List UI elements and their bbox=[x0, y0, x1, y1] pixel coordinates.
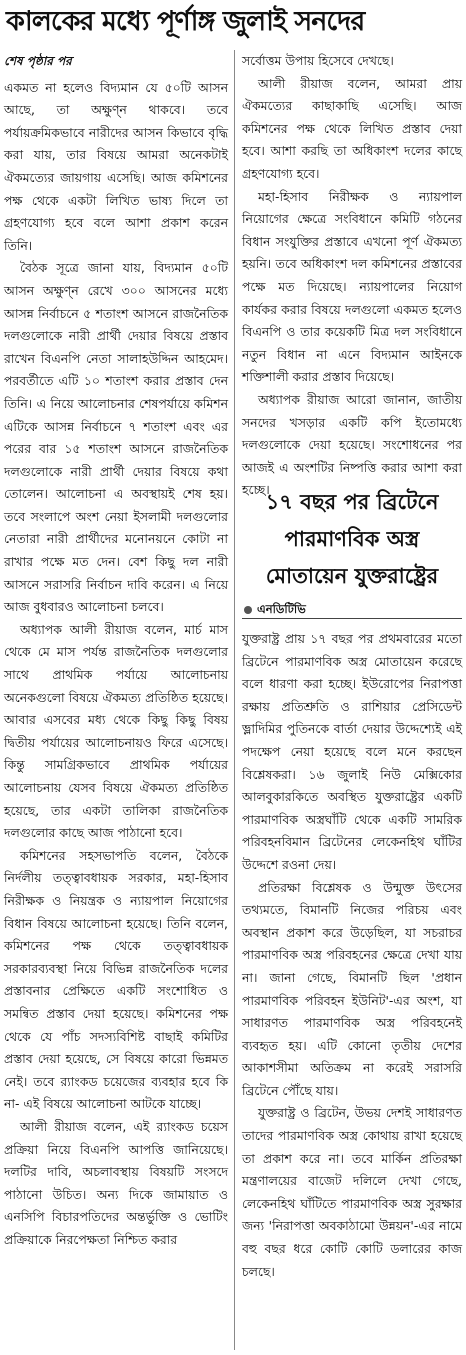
right-column-top bbox=[242, 50, 462, 498]
paragraph: আলী রীয়াজ বলেন, আমরা প্রায় ঐকমত্যের কাছাকাছি এসেছি। আজ কমিশনের পক্ষ থেকে লিখিত প্রস্তাব দেয়া হবে। আশা করছি তা অধিকাংশ দলের কাছে গ্রহণযোগ্য হবে। bbox=[242, 75, 462, 181]
second-headline: ১৭ বছর পর ব্রিটেনে পারমাণবিক অস্ত্র মোতায়েন যুক্তরাষ্ট্রের bbox=[265, 490, 439, 588]
bullet-icon bbox=[244, 606, 252, 614]
paragraph: সর্বোত্তম উপায় হিসেবে দেখছে। bbox=[242, 53, 394, 68]
byline-rule bbox=[242, 618, 462, 619]
paragraph: বৈঠক সূত্রে জানা যায়, বিদ্যমান ৫০টি আসন অক্ষুণ্ন রেখে ৩০০ আসনের মধ্যে আসন্ন নির্বাচনে ৫ শতাংশ আসনে রাজনৈতিক দলগুলোকে নারী প্রার্থী দেয়ার বিষয়ে প্রস্তাব রাখেন বিএনপি নেতা সালাহউদ্দিন আহমেদ। পরবর্তীতে এটি ১০ শতাংশ করার প্রস্তাব দেন তিনি। এ নিয়ে আলোচনার শেষপর্যায়ে কমিশন এটিকে আসন্ন নির্বাচনে ৭ শতাংশ এবং এর পরের বার ১৫ শতাংশ আসনে রাজনৈতিক দলগুলোকে নারী প্রার্থী দেয়ার বিষয়ে কথা তোলেন। আলোচনা এ অবস্থায়ই শেষ হয়। তবে সংলাপে অংশ নেয়া ইসলামী দলগুলোর নেতারা নারী প্রার্থীদের মনোনয়নে কোটা না রাখার পক্ষে মত দেন। বেশ কিছু দল নারী আসনে সরাসরি নির্বাচন দাবি করেন। এ নিয়ে আজ বুধবারও আলোচনা চলবে। bbox=[4, 260, 228, 615]
paragraph: যুক্তরাষ্ট্র প্রায় ১৭ বছর পর প্রথমবারের মতো ব্রিটেনে পারমাণবিক অস্ত্র মোতায়েন করেছে বলে ধারণা করা হচ্ছে। ইউরোপের নিরাপত্তা রক্ষায় প্রতিশ্রুতি ও রাশিয়ার প্রেসিডেন্ট ভ্লাদিমির পুতিনকে বার্তা দেয়ার উদ্দেশ্যেই এই পদক্ষেপ নেয়া হয়েছে বলে মনে করছেন বিশ্লেষকরা। ১৬ জুলাই নিউ মেক্সিকোর আলবুকারকিতে অবস্থিত যুক্তরাষ্ট্রের একটি পারমাণবিক অস্ত্রঘাঁটি থেকে একটি সামরিক পরিবহনবিমান ব্রিটেনের লেকেনহিথ ঘাঁটির উদ্দেশে রওনা দেয়। bbox=[242, 631, 462, 872]
main-headline: কালকের মধ্যে পূর্ণাঙ্গ জুলাই সনদের bbox=[6, 6, 365, 37]
paragraph: প্রতিরক্ষা বিশ্লেষক ও উন্মুক্ত উৎসের তথ্যমতে, বিমানটি নিজের পরিচয় এবং অবস্থান প্রকাশ করে উড়েছিল, যা সচরাচর পারমাণবিক অস্ত্র পরিবহনের ক্ষেত্রে দেখা যায় না। জানা গেছে, বিমানটি ছিল 'প্রধান পারমাণবিক পরিবহন ইউনিট'-এর অংশ, যা সাধারণত পারমাণবিক অস্ত্র পরিবহনেই ব্যবহৃত হয়। এটি কোনো তৃতীয় দেশের আকাশসীমা অতিক্রম না করেই সরাসরি ব্রিটেনে পৌঁছে যায়। bbox=[242, 879, 462, 1098]
continuation-note: শেষ পৃষ্ঠার পর bbox=[4, 54, 72, 68]
left-column bbox=[4, 50, 228, 1350]
paragraph: অধ্যাপক রীয়াজ আরো জানান, জাতীয় সনদের খসড়ার একটি কপি ইতোমধ্যে দলগুলোকে দেয়া হয়েছে। সংশোধনের পর আজই এ অংশটির নিষ্পত্তি করার আশা করা হচ্ছে। bbox=[242, 391, 462, 498]
column-divider bbox=[234, 50, 235, 1350]
byline-source: এনডিটিভি bbox=[257, 602, 306, 616]
paragraph: যুক্তরাষ্ট্র ও ব্রিটেন, উভয় দেশই সাধারণত তাদের পারমাণবিক অস্ত্র কোথায় রাখা হয়েছে তা প্রকাশ করে না। তবে মার্কিন প্রতিরক্ষা মন্ত্রণালয়ের বাজেট দলিলে দেখা গেছে, লেকেনহিথ ঘাঁটিতে পারমাণবিক অস্ত্র সুরক্ষার জন্য 'নিরাপত্তা অবকাঠামো উন্নয়ন'-এর নামে বহু বছর ধরে কোটি কোটি ডলারের কাজ চলছে। bbox=[242, 1105, 462, 1279]
paragraph: কমিশনের সহসভাপতি বলেন, বৈঠকে নির্দলীয় তত্ত্বাবধায়ক সরকার, মহা-হিসাব নিরীক্ষক ও নিয়ন্ত্রক ও ন্যায়পাল নিয়োগের বিধান বিষয়ে আলোচনা হয়েছে। তিনি বলেন, কমিশনের পক্ষ থেকে তত্ত্বাবধায়ক সরকারব্যবস্থা নিয়ে বিভিন্ন রাজনৈতিক দলের প্রস্তাবনার প্রেক্ষিতে একটি সংশোধিত ও সমন্বিত প্রস্তাব দেয়া হয়েছে। কমিশনের পক্ষ থেকে যে পাঁচ সদস্যবিশিষ্ট বাছাই কমিটির প্রস্তাব দেয়া হয়েছে, সে বিষয়ে কারো ভিন্নমত নেই। তবে র‍্যাংকড চয়েজের ব্যবহার হবে কি না- এই বিষয়ে আলোচনা আটকে যাচ্ছে। bbox=[4, 847, 228, 1112]
paragraph: আলী রীয়াজ বলেন, এই র‍্যাংকড চয়েস প্রক্রিয়া নিয়ে বিএনপি আপত্তি জানিয়েছে। দলটির দাবি, অচলাবস্থায় বিষয়টি সংসদে পাঠানো উচিত। অন্য দিকে জামায়াত ও এনসিপি বিচারপতিদের অন্তর্ভুক্তি ও ভোটিং প্রক্রিয়াকে নিরপেক্ষতা নিশ্চিত করার bbox=[4, 1118, 228, 1247]
paragraph: একমত না হলেও বিদ্যমান যে ৫০টি আসন আছে, তা অক্ষুণ্ন থাকবে। তবে পর্যায়ক্রমিকভাবে নারীদের আসন কিভাবে বৃদ্ধি করা যায়, তার বিষয়ে আমরা অনেকটাই ঐকমত্যের জায়গায় এসেছি। আজ কমিশনের পক্ষ থেকে একটা লিখিত ভাষ্য দিলে তা গ্রহণযোগ্য হবে বলে আশা প্রকাশ করেন তিনি। bbox=[4, 79, 228, 253]
paragraph: অধ্যাপক আলী রীয়াজ বলেন, মার্চ মাস থেকে মে মাস পর্যন্ত রাজনৈতিক দলগুলোর সাথে প্রাথমিক পর্যায়ে আলোচনায় অনেকগুলো বিষয়ে ঐকমত্য প্রতিষ্ঠিত হয়েছে। আবার এসবের মধ্য থেকে কিছু কিছু বিষয় দ্বিতীয় পর্যায়ের আলোচনায়ও ফিরে এসেছে। কিন্তু সামগ্রিকভাবে প্রাথমিক পর্যায়ের আলোচনায় যেসব বিষয়ে ঐকমত্য প্রতিষ্ঠিত হয়েছে, তার একটা তালিকা রাজনৈতিক দলগুলোর কাছে আজ পাঠানো হবে। bbox=[4, 621, 228, 841]
right-column-bottom bbox=[242, 628, 462, 1350]
paragraph: মহা-হিসাব নিরীক্ষক ও ন্যায়পাল নিয়োগের ক্ষেত্রে সংবিধানে কমিটি গঠনের বিধান সংযুক্তির প্রস্তাবে এখনো পূর্ণ ঐকমত্য হয়নি। তবে অধিকাংশ দল কমিশনের প্রস্তাবের পক্ষে মত দিয়েছে। ন্যায়পালের নিয়োগ কার্যকর করার বিষয়ে দলগুলো একমত হলেও বিএনপি ও তার কয়েকটি মিত্র দল সংবিধানে নতুন বিধান না এনে বিদ্যমান আইনকে শক্তিশালী করার প্রস্তাব দিয়েছে। bbox=[242, 188, 462, 385]
